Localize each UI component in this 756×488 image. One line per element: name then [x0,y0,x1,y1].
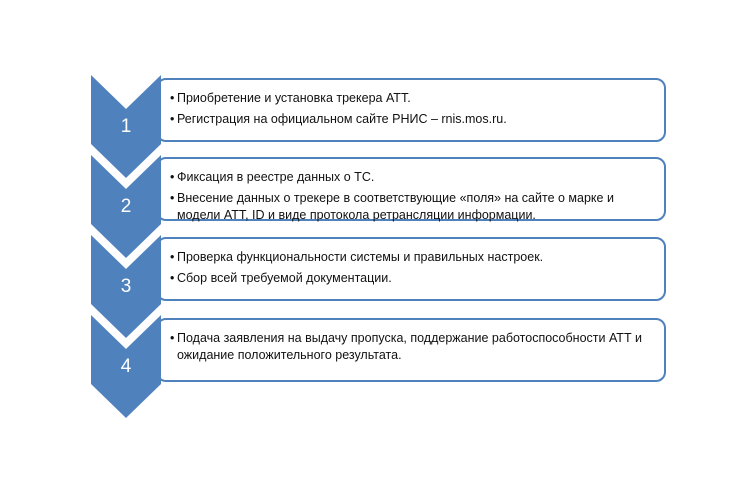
bullet-icon: • [170,91,175,105]
step-2-item-2: • Внесение данных о трекере в соответствующие «поля» на сайте о марке и модели АТТ, ID и виде протокола ретрансляции информации. [170,191,614,222]
step-3-item-2: • Сбор всей требуемой документации. [170,271,392,285]
step-1-item-1: • Приобретение и установка трекера АТТ. [170,91,411,105]
bullet-icon: • [170,331,175,345]
step-1-item-2: • Регистрация на официальном сайте РНИС – rnis.mos.ru. [170,112,507,126]
step-4-chevron [91,315,161,418]
bullet-icon: • [170,250,175,264]
step-2-box [156,157,666,221]
step-2-number: 2 [120,196,132,217]
step-3-item-1: • Проверка функциональности системы и правильных настроек. [170,250,544,264]
step-3-number: 3 [120,276,132,297]
step-4-box [156,318,666,382]
step-1-box [156,78,666,142]
step-3-box [156,237,666,301]
bullet-icon: • [170,112,175,126]
bullet-icon: • [170,191,175,205]
bullet-icon: • [170,271,175,285]
step-2-item-1: • Фиксация в реестре данных о ТС. [170,170,375,184]
step-4-number: 4 [120,356,132,377]
step-4-item-1: • Подача заявления на выдачу пропуска, поддержание работоспособности АТТ и ожидание положительного результата. [170,331,643,362]
step-1-number: 1 [120,116,132,137]
bullet-icon: • [170,170,175,184]
